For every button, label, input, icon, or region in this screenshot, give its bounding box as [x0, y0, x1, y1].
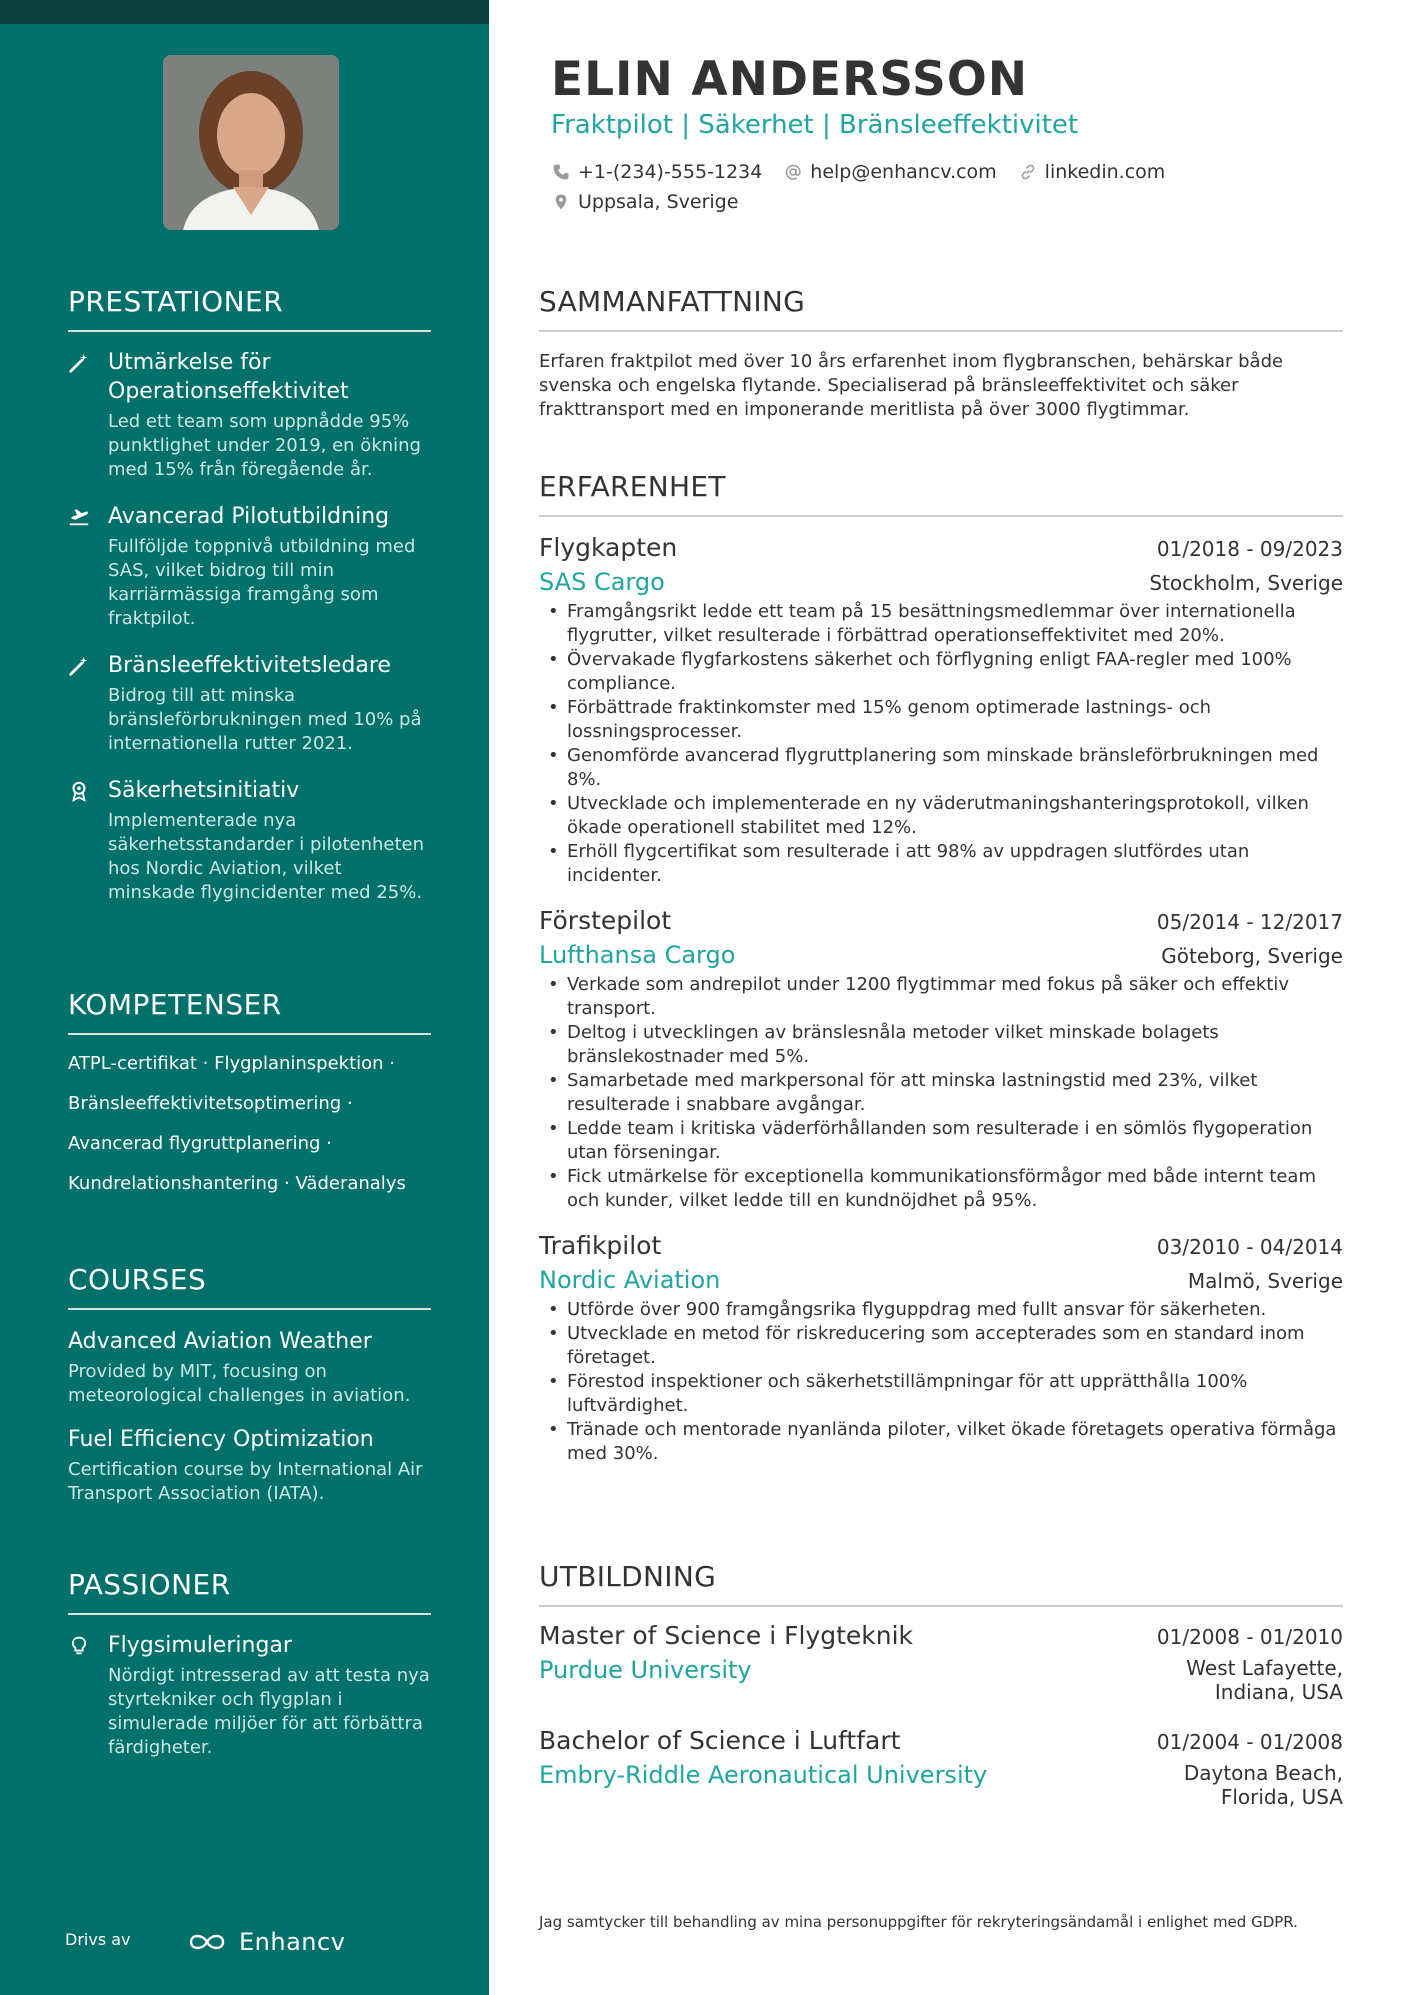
job-title: Förstepilot: [539, 906, 672, 935]
at-sign-icon: [784, 163, 802, 181]
skill-line: Kundrelationshantering · Väderanalys: [68, 1173, 406, 1194]
passion-title: Flygsimuleringar: [108, 1633, 292, 1658]
education-section: [539, 1560, 1343, 1809]
email-text: help@enhancv.com: [810, 161, 997, 183]
job-company: Nordic Aviation: [539, 1266, 721, 1294]
job-location: Stockholm, Sverige: [1149, 571, 1343, 595]
achievement-item: [68, 348, 431, 482]
job-entry: [539, 906, 1343, 1213]
passions-section: [68, 1568, 431, 1760]
course-desc: Certification course by International Air Transport Association (IATA).: [68, 1459, 423, 1504]
job-entry: [539, 533, 1343, 888]
passion-desc: Nördigt intresserad av att testa nya styrtekniker och flygplan i simulerade miljöer för att förbättra färdigheter.: [108, 1665, 430, 1758]
skill-line: ATPL-certifikat · Flygplaninspektion ·: [68, 1053, 396, 1074]
experience-section: [539, 470, 1343, 1466]
summary-text: Erfaren fraktpilot med över 10 års erfarenhet inom flygbranschen, behärskar både svenska och engelska flytande. Specialiserad på bränsleeffektivitet och säker frakttransport med en imponerande meritlista på över 3000 flygtimmar.: [539, 351, 1284, 420]
passion-item: [68, 1631, 431, 1760]
achievement-item: [68, 651, 431, 756]
job-title: Flygkapten: [539, 533, 678, 562]
job-dates: 01/2018 - 09/2023: [1156, 537, 1343, 561]
magic-wand-icon: [68, 655, 90, 677]
profile-photo: [163, 55, 339, 230]
job-bullet: • Förestod inspektioner och säkerhetstillämpningar för att upprätthålla 100% luftvärdighet.: [539, 1370, 1343, 1418]
award-ribbon-icon: [68, 780, 90, 802]
job-bullet: • Genomförde avancerad flygruttplanering som minskade bränsleförbrukningen med 8%.: [539, 744, 1343, 792]
infinity-logo-icon: [185, 1930, 229, 1954]
achievement-desc: Led ett team som uppnådde 95% punktlighet under 2019, en ökning med 15% från föregående år.: [108, 411, 421, 480]
phone-icon: [552, 163, 570, 181]
email-contact[interactable]: [784, 161, 996, 183]
job-bullet: • Utvecklade och implementerade en ny väderutmaningshanteringsprotokoll, vilken ökade operationell stabilitet med 12%.: [539, 792, 1343, 840]
link-icon: [1019, 163, 1037, 181]
linkedin-text: linkedin.com: [1044, 161, 1166, 183]
achievement-desc: Implementerade nya säkerhetsstandarder i pilotenheten hos Nordic Aviation, vilket minskade flygincidenter med 25%.: [108, 810, 425, 903]
location-row: [552, 191, 760, 213]
job-bullets: [539, 600, 1343, 888]
location-contact: [552, 191, 738, 213]
job-bullet: • Erhöll flygcertifikat som resulterade i att 98% av uppdragen slutfördes utan incidenter.: [539, 840, 1343, 888]
magic-wand-icon: [68, 352, 90, 374]
enhancv-logo[interactable]: [185, 1928, 345, 1956]
job-bullet: • Utvecklade en metod för riskreducering som accepterades som en standard inom företaget.: [539, 1322, 1343, 1370]
job-bullet: • Tränade och mentorade nyanlända piloter, vilket ökade företagets operativa förmåga med 30%.: [539, 1418, 1343, 1466]
job-bullets: [539, 973, 1343, 1213]
job-company: Lufthansa Cargo: [539, 941, 736, 969]
education-location: Daytona Beach, Florida, USA: [1183, 1761, 1343, 1809]
achievement-item: [68, 502, 431, 631]
job-dates: 05/2014 - 12/2017: [1156, 910, 1343, 934]
job-title: Trafikpilot: [539, 1231, 662, 1260]
powered-by-label: Drivs av: [65, 1930, 131, 1949]
contact-row: [552, 161, 1187, 183]
sidebar: [0, 0, 489, 1995]
education-entry: [539, 1621, 1343, 1704]
courses-section: [68, 1263, 431, 1506]
achievement-title: Utmärkelse för Operationseffektivitet: [108, 350, 349, 404]
job-bullet: • Övervakade flygfarkostens säkerhet och förflygning enligt FAA-regler med 100% compliance.: [539, 648, 1343, 696]
phone-text: +1-(234)-555-1234: [578, 161, 763, 183]
job-bullet: • Fick utmärkelse för exceptionella kommunikationsförmågor med både internt team och kunder, vilket ledde till en kundnöjdhet på 95%.: [539, 1165, 1343, 1213]
logo-text: Enhancv: [239, 1928, 346, 1956]
job-bullet: • Förbättrade fraktinkomster med 15% genom optimerade lastnings- och lossningsprocesser.: [539, 696, 1343, 744]
phone-contact[interactable]: [552, 161, 762, 183]
skills-section: [68, 988, 431, 1195]
skill-line: Avancerad flygruttplanering ·: [68, 1133, 332, 1154]
education-location: West Lafayette, Indiana, USA: [1186, 1656, 1343, 1704]
degree: Bachelor of Science i Luftfart: [539, 1726, 901, 1755]
job-bullet: • Utförde över 900 framgångsrika flyguppdrag med fullt ansvar för säkerheten.: [539, 1298, 1343, 1322]
school: Purdue University: [539, 1656, 752, 1684]
courses-title: COURSES: [68, 1263, 431, 1310]
skill-line: Bränsleeffektivitetsoptimering ·: [68, 1093, 353, 1114]
linkedin-contact[interactable]: [1019, 161, 1166, 183]
achievement-item: [68, 776, 431, 905]
job-bullet: • Deltog i utvecklingen av bränslesnåla metoder vilket minskade bolagets bränslekostnader med 5%.: [539, 1021, 1343, 1069]
course-desc: Provided by MIT, focusing on meteorological challenges in aviation.: [68, 1361, 411, 1406]
school: Embry-Riddle Aeronautical University: [539, 1761, 988, 1789]
plane-takeoff-icon: [68, 506, 90, 528]
summary-section: [539, 285, 1343, 422]
education-entry: [539, 1726, 1343, 1809]
candidate-name: ELIN ANDERSSON: [551, 52, 1029, 107]
experience-title: ERFARENHET: [539, 470, 1343, 517]
summary-title: SAMMANFATTNING: [539, 285, 1343, 332]
achievements-title: PRESTATIONER: [68, 285, 431, 332]
achievement-title: Avancerad Pilotutbildning: [108, 504, 390, 529]
achievement-desc: Fullföljde toppnivå utbildning med SAS, vilket bidrog till min karriärmässiga framgång som fraktpilot.: [108, 536, 416, 629]
job-company: SAS Cargo: [539, 568, 665, 596]
education-title: UTBILDNING: [539, 1560, 1343, 1607]
achievements-section: [68, 285, 431, 905]
course-title: Fuel Efficiency Optimization: [68, 1427, 374, 1452]
job-entry: [539, 1231, 1343, 1466]
degree: Master of Science i Flygteknik: [539, 1621, 914, 1650]
job-bullet: • Framgångsrikt ledde ett team på 15 besättningsmedlemmar över internationella flygrutter, vilket resulterade i förbättrad operationseffektivitet med 20%.: [539, 600, 1343, 648]
education-dates: 01/2008 - 01/2010: [1156, 1625, 1343, 1649]
job-bullet: • Verkade som andrepilot under 1200 flygtimmar med fokus på säker och effektiv transport.: [539, 973, 1343, 1021]
headline: Fraktpilot | Säkerhet | Bränsleeffektivitet: [551, 110, 1079, 140]
passions-title: PASSIONER: [68, 1568, 431, 1615]
job-bullets: [539, 1298, 1343, 1466]
achievement-title: Bränsleeffektivitetsledare: [108, 653, 391, 678]
job-location: Göteborg, Sverige: [1161, 944, 1343, 968]
lightbulb-icon: [68, 1635, 90, 1657]
job-dates: 03/2010 - 04/2014: [1156, 1235, 1343, 1259]
location-pin-icon: [552, 193, 570, 211]
education-dates: 01/2004 - 01/2008: [1156, 1730, 1343, 1754]
achievement-title: Säkerhetsinitiativ: [108, 778, 300, 803]
achievement-desc: Bidrog till att minska bränsleförbrukningen med 10% på internationella rutter 2021.: [108, 685, 422, 754]
job-bullet: • Ledde team i kritiska väderförhållanden som resulterade i en sömlös flygoperation utan förseningar.: [539, 1117, 1343, 1165]
sidebar-top-bar: [0, 0, 489, 24]
job-bullet: • Samarbetade med markpersonal för att minska lastningstid med 23%, vilket resulterade i snabbare avgångar.: [539, 1069, 1343, 1117]
job-location: Malmö, Sverige: [1187, 1269, 1343, 1293]
course-title: Advanced Aviation Weather: [68, 1329, 372, 1354]
gdpr-consent: Jag samtycker till behandling av mina personuppgifter för rekryteringsändamål i enlighet med GDPR.: [539, 1913, 1298, 1931]
location-text: Uppsala, Sverige: [578, 191, 739, 213]
skills-title: KOMPETENSER: [68, 988, 431, 1035]
